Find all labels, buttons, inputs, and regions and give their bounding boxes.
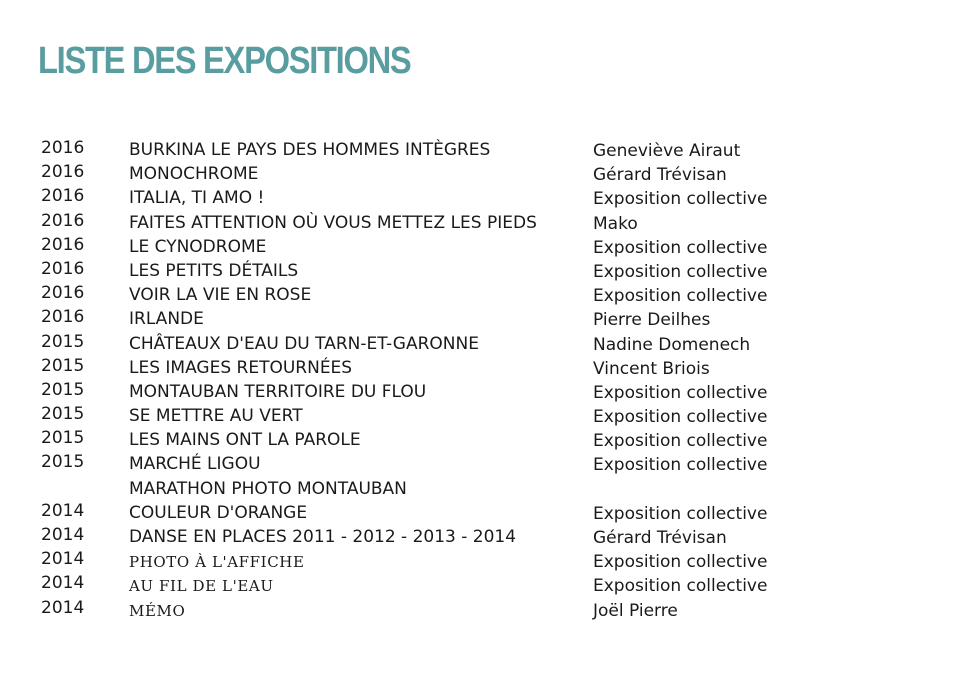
exhibition-year: 2015 xyxy=(41,452,85,473)
list-item xyxy=(0,137,960,161)
page-title: LISTE DES EXPOSITIONS xyxy=(38,40,411,82)
exhibition-author: Mako xyxy=(593,213,638,234)
exhibition-name: AU FIL DE L'EAU xyxy=(129,577,274,596)
exhibition-name: SE METTRE AU VERT xyxy=(129,406,303,427)
exhibition-year: 2016 xyxy=(41,186,85,207)
exhibition-name: BURKINA LE PAYS DES HOMMES INTÈGRES xyxy=(129,140,491,160)
exhibition-year: 2014 xyxy=(41,573,85,594)
exhibition-year: 2016 xyxy=(41,283,85,304)
list-item xyxy=(0,451,960,475)
exhibition-author: Nadine Domenech xyxy=(593,334,751,355)
exhibition-name: DANSE EN PLACES 2011 - 2012 - 2013 - 2014 xyxy=(129,527,517,547)
exhibition-author: Exposition collective xyxy=(593,382,768,403)
exhibition-name: IRLANDE xyxy=(129,309,204,330)
exhibition-author: Gérard Trévisan xyxy=(593,165,727,186)
list-item xyxy=(0,524,960,548)
list-item xyxy=(0,306,960,330)
list-item xyxy=(0,210,960,234)
exhibition-name: PHOTO À L'AFFICHE xyxy=(129,553,305,572)
list-item xyxy=(0,597,960,621)
list-item xyxy=(0,282,960,306)
list-item xyxy=(0,331,960,355)
exhibition-year: 2014 xyxy=(41,525,85,545)
exhibition-author: Exposition collective xyxy=(593,552,768,573)
list-item xyxy=(0,355,960,379)
exhibition-author: Joël Pierre xyxy=(593,600,678,621)
exhibition-author: Exposition collective xyxy=(593,407,768,428)
exhibition-author: Exposition collective xyxy=(593,237,768,258)
exhibition-name: MARCHÉ LIGOU xyxy=(129,454,261,475)
exhibition-author: Exposition collective xyxy=(593,431,768,452)
exhibition-author: Exposition collective xyxy=(593,261,768,282)
exhibition-name: LES PETITS DÉTAILS xyxy=(129,260,299,281)
exhibition-list xyxy=(0,137,960,621)
exhibition-author: Gérard Trévisan xyxy=(593,528,727,548)
exhibition-name: LES MAINS ONT LA PAROLE xyxy=(129,430,361,451)
exhibition-name: COULEUR D'ORANGE xyxy=(129,502,308,523)
list-item xyxy=(0,500,960,524)
exhibition-name: MARATHON PHOTO MONTAUBAN xyxy=(129,478,407,499)
list-item xyxy=(0,161,960,185)
list-item xyxy=(0,548,960,572)
exhibition-author: Exposition collective xyxy=(593,286,768,307)
exhibition-name: ITALIA, TI AMO ! xyxy=(129,188,265,209)
exhibition-author: Geneviève Airaut xyxy=(593,141,741,161)
exhibition-year: 2015 xyxy=(41,379,85,400)
exhibition-name: MONOCHROME xyxy=(129,164,259,185)
exhibition-year: 2015 xyxy=(41,355,85,376)
exhibition-author: Pierre Deilhes xyxy=(593,310,711,331)
exhibition-year: 2015 xyxy=(41,404,85,425)
exhibition-year: 2014 xyxy=(41,549,85,570)
exhibition-name: MONTAUBAN TERRITOIRE DU FLOU xyxy=(129,381,427,402)
exhibition-author: Exposition collective xyxy=(593,189,768,210)
exhibition-year: 2014 xyxy=(41,597,85,618)
exhibition-year: 2016 xyxy=(41,258,85,279)
exhibition-year: 2015 xyxy=(41,331,85,352)
exhibition-year: 2016 xyxy=(41,138,85,158)
list-item xyxy=(0,403,960,427)
exhibition-name: FAITES ATTENTION OÙ VOUS METTEZ LES PIEDS xyxy=(129,212,537,233)
exhibition-name: LES IMAGES RETOURNÉES xyxy=(129,357,353,378)
exhibition-author: Exposition collective xyxy=(593,455,768,476)
list-item xyxy=(0,234,960,258)
exhibition-year: 2016 xyxy=(41,307,85,328)
exhibition-year: 2015 xyxy=(41,428,85,449)
exhibition-author: Exposition collective xyxy=(593,576,768,597)
exhibition-name: LE CYNODROME xyxy=(129,236,267,257)
exhibition-year: 2016 xyxy=(41,210,85,231)
exhibition-year: 2016 xyxy=(41,162,85,183)
exhibition-year: 2014 xyxy=(41,500,85,521)
exhibition-name: VOIR LA VIE EN ROSE xyxy=(129,285,312,306)
list-item xyxy=(0,427,960,451)
exhibition-author: Vincent Briois xyxy=(593,358,710,379)
exhibition-year: 2016 xyxy=(41,234,85,255)
exhibition-name: CHÂTEAUX D'EAU DU TARN-ET-GARONNE xyxy=(129,333,479,354)
list-item xyxy=(0,258,960,282)
exhibition-author: Exposition collective xyxy=(593,503,768,524)
list-item xyxy=(0,572,960,596)
list-item xyxy=(0,185,960,209)
list-item xyxy=(0,379,960,403)
exhibition-name: MÉMO xyxy=(129,601,186,620)
list-item xyxy=(0,476,960,500)
